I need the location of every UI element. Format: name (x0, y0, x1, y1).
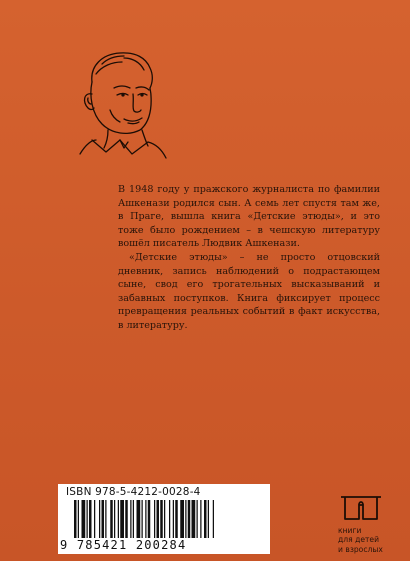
series-caption (338, 526, 408, 554)
series-line-2: для детей (338, 535, 380, 545)
barcode-bar (105, 500, 106, 538)
barcode-bar (133, 500, 134, 538)
barcode-bar (154, 500, 155, 538)
book-description (118, 183, 380, 333)
description-paragraph-1: В 1948 году у пражского журналиста по фамилии Ашкенази родился сын. А семь лет спустя там же, в Праге, вышла книга «Детские этюды», и это тоже было рождением – в чешскую литературу вошёл писатель Людвик Ашкенази. (118, 184, 380, 250)
barcode-bar (78, 500, 79, 538)
barcode-bar (188, 500, 191, 538)
barcode-bar (192, 500, 196, 538)
barcode-bar (200, 500, 201, 538)
barcode-bar (99, 500, 100, 538)
barcode-bar (213, 500, 214, 538)
barcode-bar (204, 500, 207, 538)
barcode-digits: 9 785421 200284 (60, 538, 187, 552)
barcode-bar (87, 500, 88, 538)
barcode-bar (114, 500, 115, 538)
barcode-bar (142, 500, 143, 538)
barcode-bar (74, 500, 77, 538)
description-paragraph-2: «Детские этюды» – не просто отцовский дневник, запись наблюдений о подрастающем сыне, свод его трогательных высказываний и забавных поступков. Книга фиксирует процесс превращения реальных событий в факт искусства, в литературу. (118, 251, 380, 331)
barcode-bar (175, 500, 178, 538)
barcode-bar (120, 500, 124, 538)
barcode-bar (148, 500, 151, 538)
barcode-bar (102, 500, 105, 538)
barcode-icon (72, 500, 264, 538)
barcode-bar (164, 500, 165, 538)
barcode-bar (89, 500, 92, 538)
barcode-bar (82, 500, 86, 538)
barcode-bar (110, 500, 113, 538)
barcode-bar (157, 500, 160, 538)
barcode-bar (145, 500, 146, 538)
isbn-barcode-block (58, 484, 270, 554)
barcode-bar (180, 500, 184, 538)
barcode-bar (118, 500, 119, 538)
barcode-bar (94, 500, 95, 538)
series-line-1: книги (338, 526, 362, 535)
barcode-bar (169, 500, 170, 538)
barcode-bar (185, 500, 186, 538)
barcode-bar (130, 500, 131, 538)
author-portrait-sketch-icon (62, 44, 177, 164)
barcode-bar (137, 500, 141, 538)
barcode-bar (197, 500, 198, 538)
barcode-bar (208, 500, 209, 538)
barcode-bar (125, 500, 128, 538)
series-line-3: и взрослых (338, 544, 383, 554)
barcode-bar (160, 500, 163, 538)
isbn-label: ISBN 978-5-4212-0028-4 (66, 486, 201, 498)
glasses-publisher-logo-icon (337, 491, 385, 523)
barcode-bar (173, 500, 174, 538)
